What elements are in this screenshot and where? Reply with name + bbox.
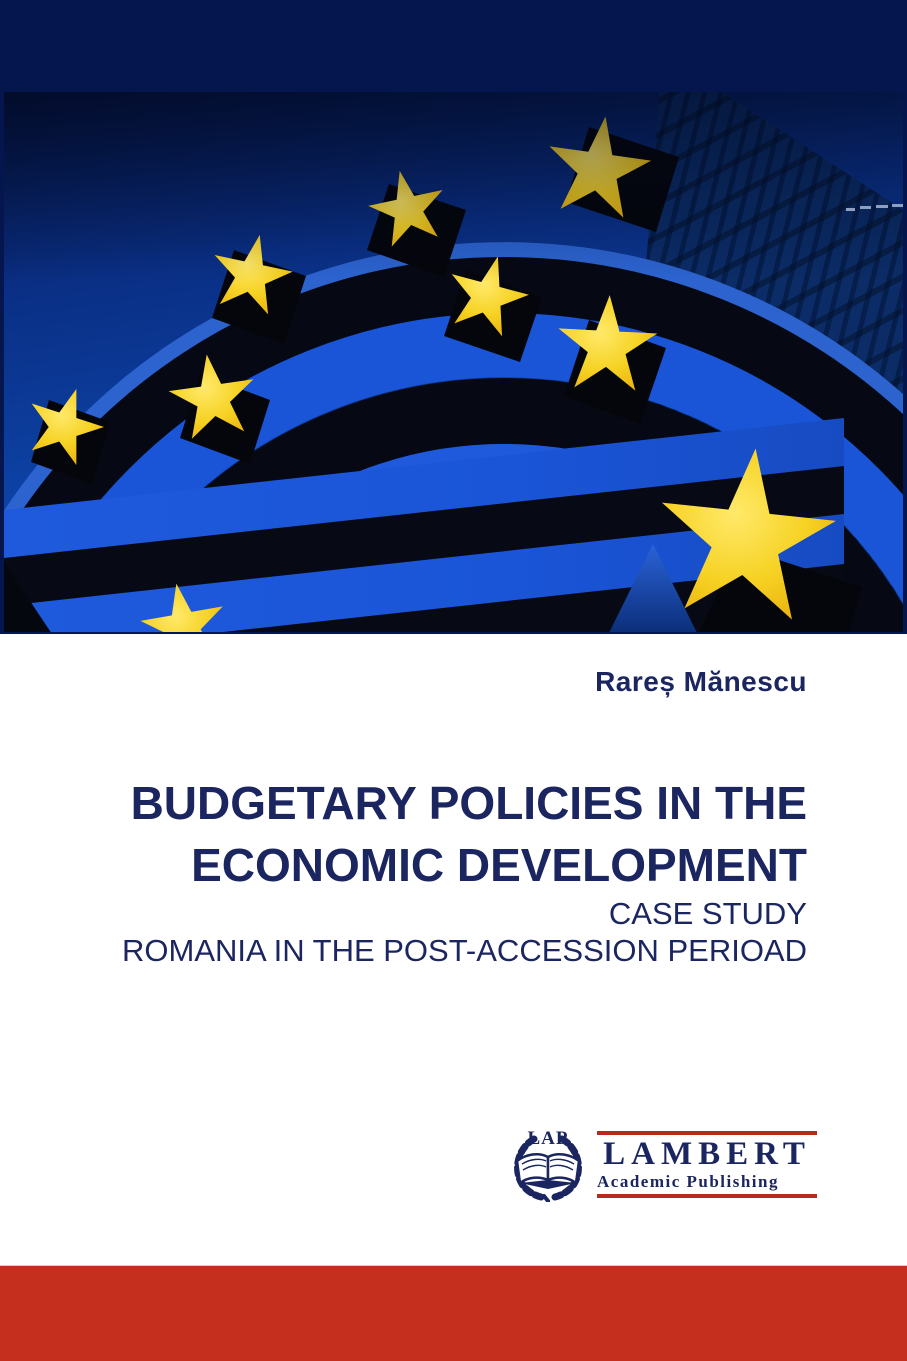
title-line-2: ECONOMIC DEVELOPMENT xyxy=(191,839,807,891)
publisher-acronym: LAP xyxy=(527,1128,569,1149)
euro-sculpture-illustration xyxy=(4,92,903,632)
publisher-name: LAMBERT xyxy=(603,1135,811,1172)
logo-rule-top xyxy=(597,1131,817,1135)
open-book-icon xyxy=(517,1154,579,1189)
publisher-wordmark xyxy=(597,1131,817,1198)
publisher-logo xyxy=(508,1126,817,1202)
author-name: Rareș Mănescu xyxy=(595,666,807,697)
lap-emblem xyxy=(508,1126,588,1202)
subtitle-line-2: ROMANIA IN THE POST-ACCESSION PERIOAD xyxy=(122,933,807,968)
top-navy-bar xyxy=(0,0,907,634)
cover-photo xyxy=(4,92,903,632)
red-footer-band xyxy=(0,1265,907,1361)
lap-emblem-graphic xyxy=(508,1126,588,1202)
publisher-tagline: Academic Publishing xyxy=(597,1171,779,1191)
book-title xyxy=(131,772,807,896)
logo-rule-bottom xyxy=(597,1194,817,1198)
title-line-1: BUDGETARY POLICIES IN THE xyxy=(130,777,807,829)
vignette-overlay xyxy=(4,92,903,632)
subtitle-line-1: CASE STUDY xyxy=(608,896,807,931)
book-subtitle xyxy=(122,895,807,969)
cover-text-section xyxy=(0,634,907,1265)
